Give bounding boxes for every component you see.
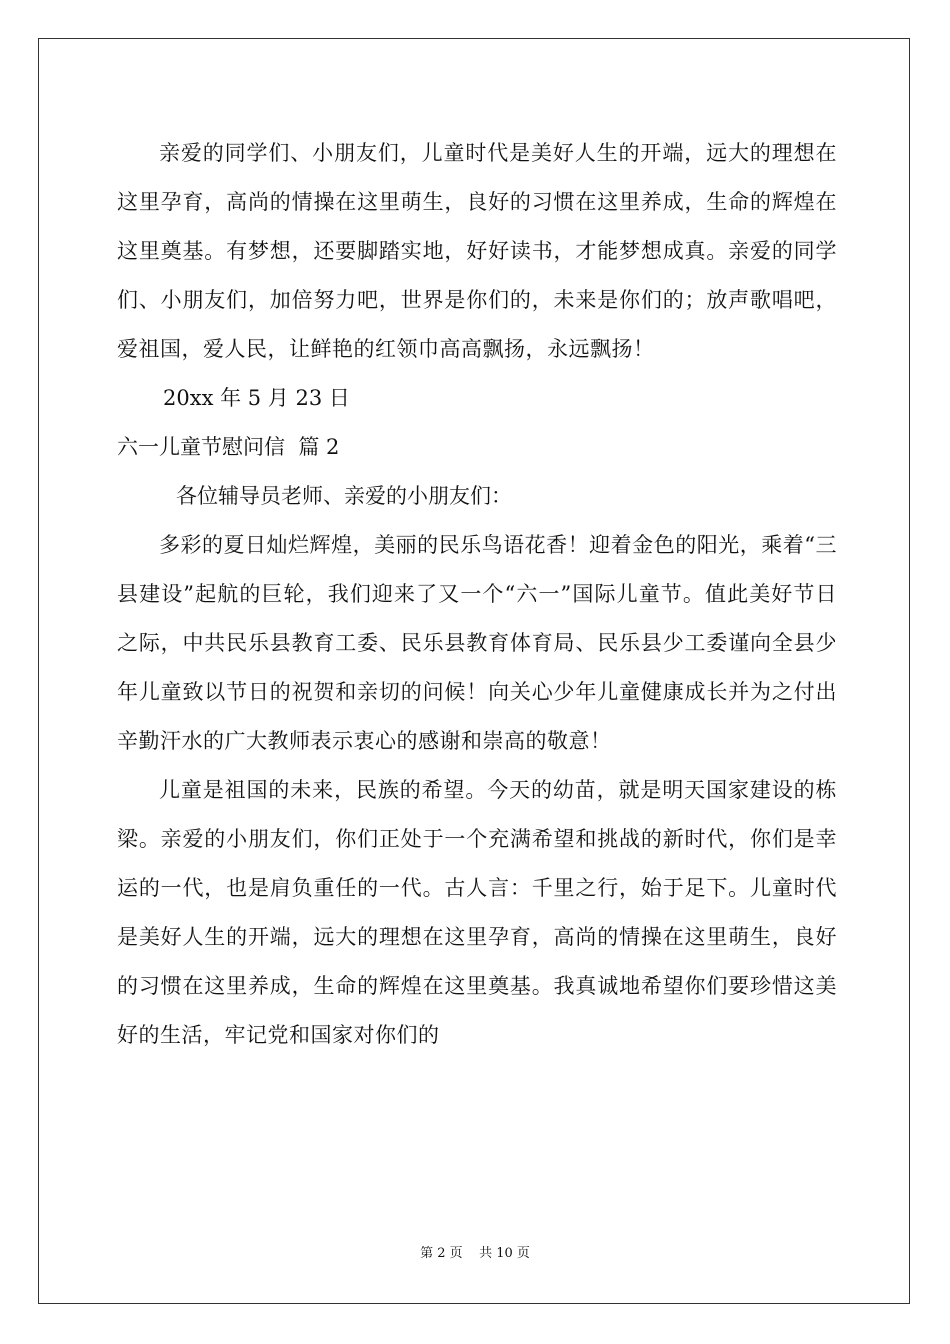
paragraph-body: 儿童是祖国的未来，民族的希望。今天的幼苗，就是明天国家建设的栋梁。亲爱的小朋友们，你们正处于一个充满希望和挑战的新时代，你们是幸运的一代，也是肩负重任的一代。古人言：千里之行，始于足下。儿童时代是美好人生的开端，远大的理想在这里孕育，高尚的情操在这里萌生，良好的习惯在这里养成，生命的辉煌在这里奠基。我真诚地希望你们要珍惜这美好的生活，牢记党和国家对你们的	[117, 778, 837, 1047]
letter-date: 20xx 年 5 月 23 日	[163, 386, 350, 410]
document-body	[117, 129, 837, 1060]
paragraph-closing: 亲爱的同学们、小朋友们，儿童时代是美好人生的开端，远大的理想在这里孕育，高尚的情操在这里萌生，良好的习惯在这里养成，生命的辉煌在这里奠基。有梦想，还要脚踏实地，好好读书，才能梦想成真。亲爱的同学们、小朋友们，加倍努力吧，世界是你们的，未来是你们的；放声歌唱吧，爱祖国，爱人民，让鲜艳的红领巾高高飘扬，永远飘扬！	[117, 141, 837, 361]
section-heading: 六一儿童节慰问信 篇 2	[117, 435, 340, 459]
letter-greeting: 各位辅导员老师、亲爱的小朋友们：	[176, 484, 512, 508]
paragraph-intro: 多彩的夏日灿烂辉煌，美丽的民乐鸟语花香！迎着金色的阳光，乘着“三县建设”起航的巨轮，我们迎来了又一个“六一”国际儿童节。值此美好节日之际，中共民乐县教育工委、民乐县教育体育局、民乐县少工委谨向全县少年儿童致以节日的祝贺和亲切的问候！向关心少年儿童健康成长并为之付出辛勤汗水的广大教师表示衷心的感谢和崇高的敬意！	[117, 533, 837, 753]
page-footer: 第 2 页 共 10 页	[420, 1246, 530, 1261]
